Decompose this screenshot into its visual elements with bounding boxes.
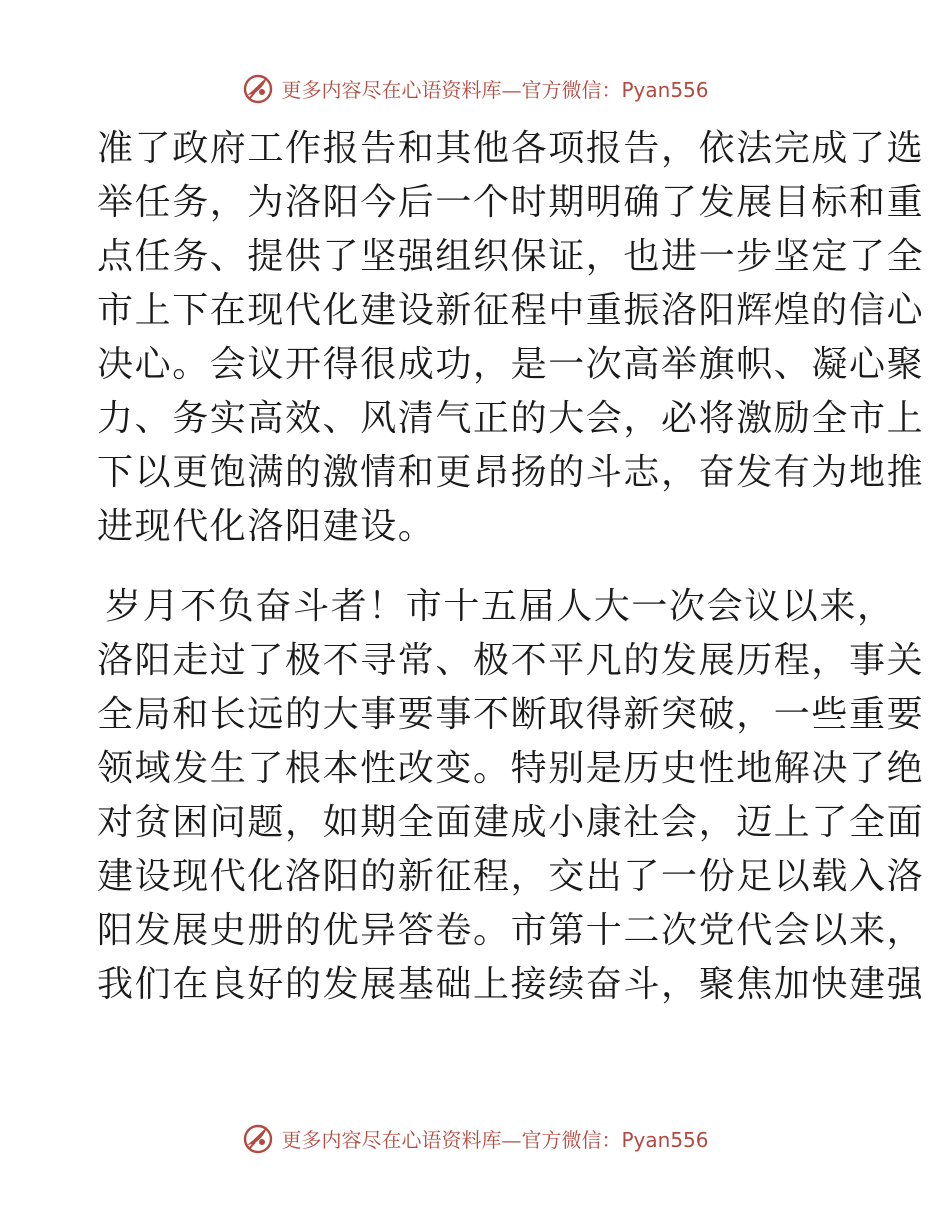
text-line: 准了政府工作报告和其他各项报告，依法完成了选 — [97, 128, 925, 169]
text-line: 我们在良好的发展基础上接续奋斗，聚焦加快建强 — [97, 964, 925, 1005]
paragraph-1 — [97, 122, 925, 554]
text-line: 决心。会议开得很成功，是一次高举旗帜、凝心聚 — [97, 344, 925, 385]
text-line: 点任务、提供了坚强组织保证，也进一步坚定了全 — [97, 236, 925, 277]
banner-handle: Pyan556 — [621, 1127, 709, 1152]
text-line: 举任务，为洛阳今后一个时期明确了发展目标和重 — [97, 182, 925, 223]
text-line: 岁月不负奋斗者！市十五届人大一次会议以来， — [105, 586, 895, 627]
header-watermark-banner — [0, 68, 950, 108]
banner-text — [281, 1124, 708, 1153]
text-line: 对贫困问题，如期全面建成小康社会，迈上了全面 — [97, 802, 925, 843]
banner-handle: Pyan556 — [621, 77, 709, 102]
text-line: 建设现代化洛阳的新征程，交出了一份足以载入洛 — [97, 856, 925, 897]
banner-wechat-label: 官方微信： — [521, 77, 622, 102]
text-line: 阳发展史册的优异答卷。市第十二次党代会以来， — [97, 910, 925, 951]
text-line: 市上下在现代化建设新征程中重振洛阳辉煌的信心 — [97, 290, 925, 331]
banner-site-text: 更多内容尽在心语资料库 — [281, 1127, 502, 1152]
banner-dash: — — [501, 1127, 522, 1152]
quill-logo-icon — [241, 1121, 275, 1155]
footer-watermark-banner — [0, 1118, 950, 1158]
banner-site-text: 更多内容尽在心语资料库 — [281, 77, 502, 102]
text-line: 进现代化洛阳建设。 — [97, 506, 436, 547]
paragraph-2 — [97, 580, 925, 1012]
text-line: 下以更饱满的激情和更昂扬的斗志，奋发有为地推 — [97, 452, 925, 493]
quill-logo-icon — [241, 71, 275, 105]
banner-wechat-label: 官方微信： — [521, 1127, 622, 1152]
paragraph-spacer — [97, 554, 857, 580]
text-line: 洛阳走过了极不寻常、极不平凡的发展历程，事关 — [97, 640, 925, 681]
banner-dash: — — [501, 77, 522, 102]
banner-text — [281, 74, 708, 103]
text-line: 领域发生了根本性改变。特别是历史性地解决了绝 — [97, 748, 925, 789]
text-line: 全局和长远的大事要事不断取得新突破，一些重要 — [97, 694, 925, 735]
text-line: 力、务实高效、风清气正的大会，必将激励全市上 — [97, 398, 925, 439]
document-body — [97, 122, 925, 1012]
